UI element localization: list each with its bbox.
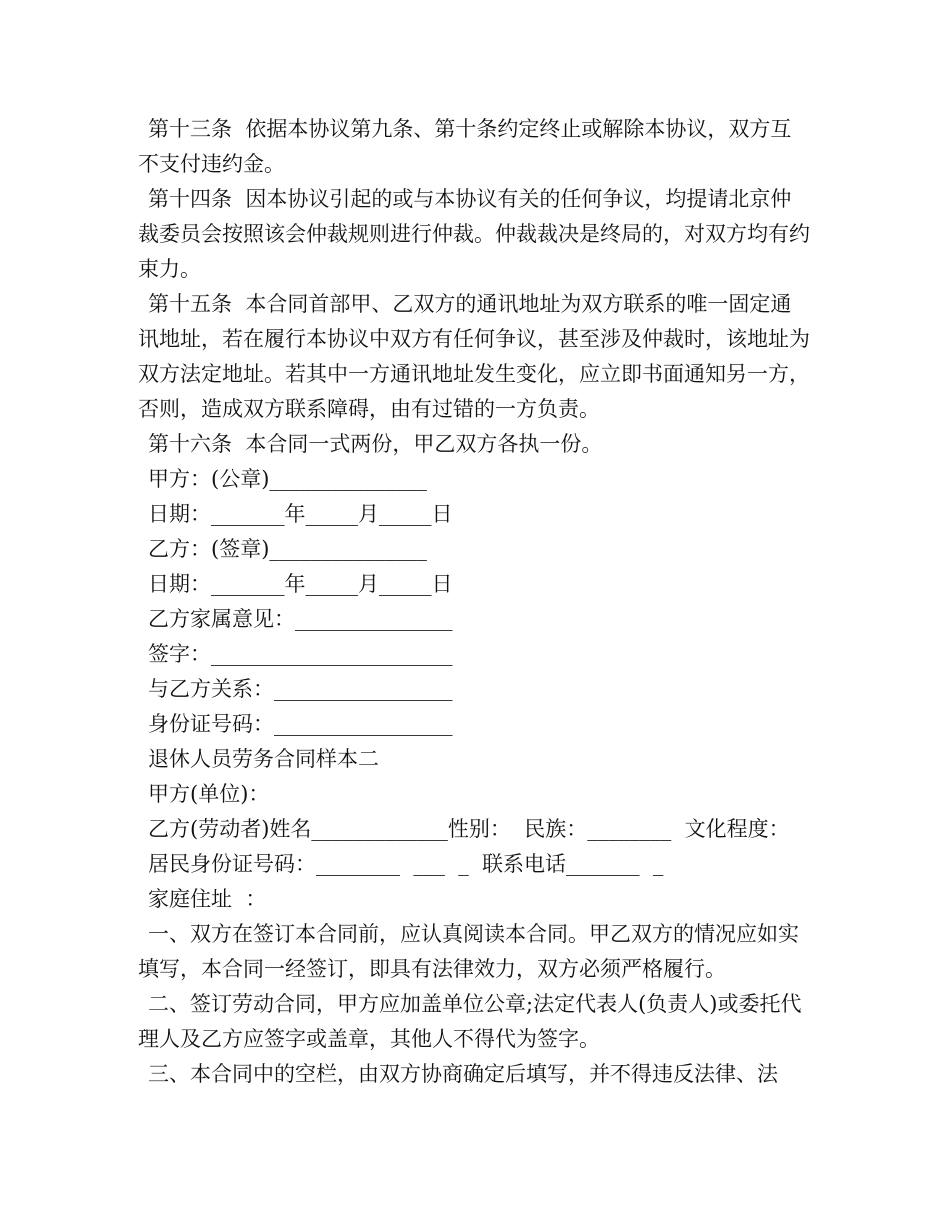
resident-id-phone-line: 居民身份证号码：________ ___ _ 联系电话_______ _ bbox=[148, 852, 664, 876]
id-number-line: 身份证号码：_________________ bbox=[148, 712, 453, 736]
note-2: 二、签订劳动合同，甲方应加盖单位公章;法定代表人(负责人)或委托代理人及乙方应签字或盖章，其他人不得代为签字。 bbox=[138, 992, 802, 1051]
family-opinion-line: 乙方家属意见：_______________ bbox=[148, 607, 453, 631]
clause-15: 第十五条 本合同首部甲、乙双方的通讯地址为双方联系的唯一固定通讯地址，若在履行本协议中双方有任何争议，甚至涉及仲裁时，该地址为双方法定地址。若其中一方通讯地址发生变化，应立即书面通知另一方，否则，造成双方联系障碍，由有过错的一方负责。 bbox=[138, 292, 810, 421]
clause-16: 第十六条 本合同一式两份，甲乙双方各执一份。 bbox=[148, 432, 603, 456]
signature-line: 签字：_______________________ bbox=[148, 642, 453, 666]
party-b-name-line: 乙方(劳动者)姓名_____________性别： 民族：________ 文化程度： bbox=[148, 817, 790, 841]
relationship-line: 与乙方关系：_________________ bbox=[148, 677, 453, 701]
home-address-line: 家庭住址 ： bbox=[148, 887, 267, 911]
party-a-unit-line: 甲方(单位)： bbox=[148, 782, 270, 806]
note-3: 三、本合同中的空栏，由双方协商确定后填写，并不得违反法律、法 bbox=[148, 1062, 778, 1086]
clause-14: 第十四条 因本协议引起的或与本协议有关的任何争议，均提请北京仲裁委员会按照该会仲裁规则进行仲裁。仲裁裁决是终局的，对双方均有约束力。 bbox=[138, 187, 810, 281]
sample-two-title: 退休人员劳务合同样本二 bbox=[148, 747, 379, 771]
party-a-date-line: 日期：_______年_____月_____日 bbox=[148, 502, 453, 526]
party-b-date-line: 日期：_______年_____月_____日 bbox=[148, 572, 453, 596]
clause-13: 第十三条 依据本协议第九条、第十条约定终止或解除本协议，双方互不支付违约金。 bbox=[138, 117, 792, 176]
party-a-seal-line: 甲方：(公章)_______________ bbox=[148, 467, 427, 491]
note-1: 一、双方在签订本合同前，应认真阅读本合同。甲乙双方的情况应如实填写，本合同一经签订，即具有法律效力，双方必须严格履行。 bbox=[138, 922, 799, 981]
party-b-signature-line: 乙方：(签章)_______________ bbox=[148, 537, 427, 561]
